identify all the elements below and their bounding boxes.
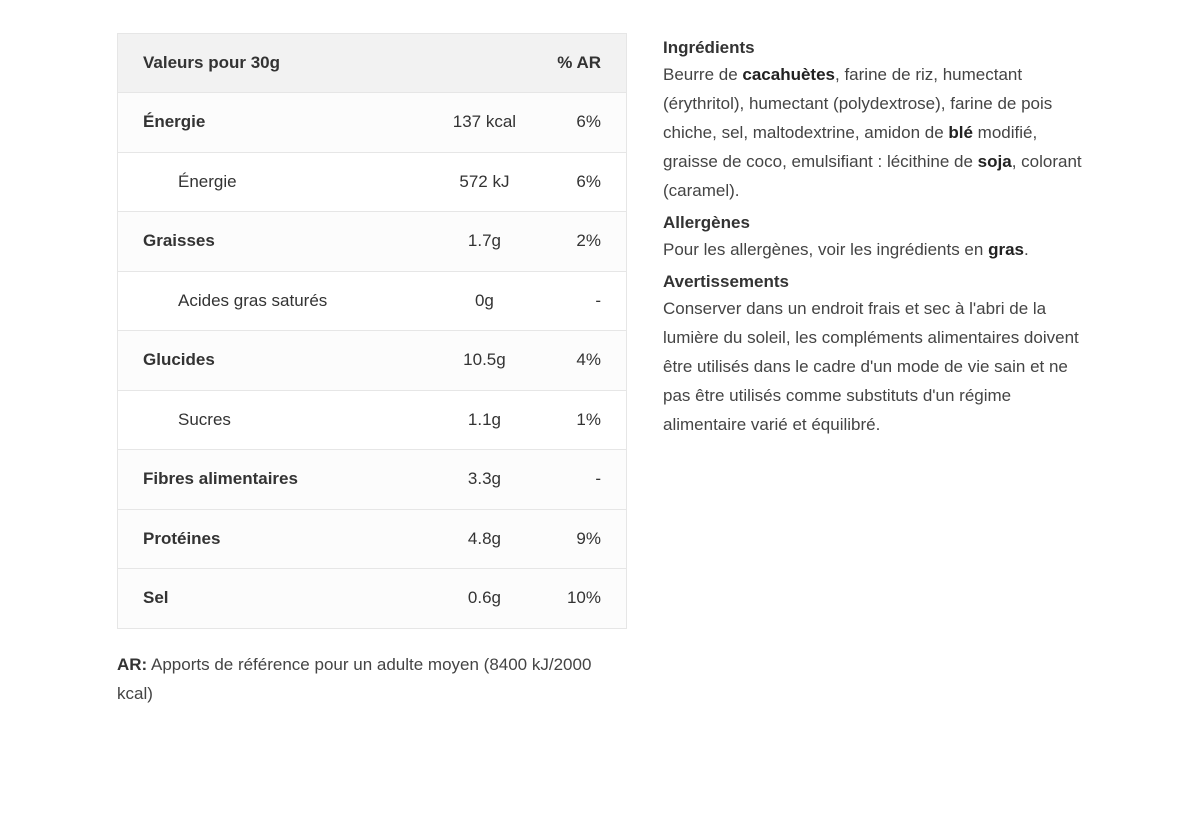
table-row [118,152,627,212]
table-row [118,331,627,391]
allergen-highlight: blé [948,123,973,142]
nutrient-value: 1.1g [467,409,501,429]
ingredients-text-part: , colorant (caramel). [663,152,1082,200]
nutrient-name: Fibres alimentaires [143,469,298,489]
nutrient-pct: 6% [576,171,601,191]
header-values-label: Valeurs pour 30g [143,53,280,72]
header-pct-label: % AR [557,53,601,72]
ingredients-section [663,36,1083,205]
allergens-text-part: . [1024,240,1029,259]
nutrient-pct: 4% [576,350,601,370]
nutrient-pct: 9% [576,528,601,548]
nutrient-value: 10.5g [463,350,506,370]
nutrient-value: 137 kcal [452,112,517,132]
table-row [118,450,627,510]
header-value-col [436,34,534,93]
table-row [118,271,627,331]
allergens-bold-word: gras [988,240,1024,259]
allergens-text [663,235,1083,264]
nutrient-pct: 10% [566,588,601,608]
allergens-title: Allergènes [663,213,750,232]
footnote-text: Apports de référence pour un adulte moyen (8400 kJ/2000 kcal) [117,655,592,703]
nutrient-name: Énergie [143,112,206,132]
nutrient-value: 4.8g [467,528,501,548]
nutrient-name: Graisses [143,231,215,251]
allergen-highlight: cacahuètes [742,65,836,84]
allergen-highlight: soja [977,152,1012,171]
allergens-section [663,211,1083,264]
ingredients-text-part: , farine de riz, humectant (érythritol), humectant (polydextrose), farine de pois chiche, sel, maltodextrine, amidon de [663,65,1053,142]
nutrient-value: 0g [474,290,494,310]
reference-intake-footnote [117,650,597,708]
table-header-row [118,34,627,93]
nutrition-table [117,33,627,629]
nutrient-value: 3.3g [467,469,501,489]
nutrient-pct: 2% [576,231,601,251]
table-row [118,509,627,569]
nutrient-name: Sucres [178,409,231,429]
table-row [118,93,627,153]
nutrient-value: 1.7g [467,231,501,251]
product-info [663,36,1083,445]
nutrient-name: Protéines [143,528,221,548]
footnote-label: AR: [117,655,148,674]
allergens-text-part: Pour les allergènes, voir les ingrédients en [663,240,989,259]
ingredients-title: Ingrédients [663,38,755,57]
nutrient-value: 0.6g [467,588,501,608]
warnings-section [663,270,1083,439]
nutrient-name: Sel [143,588,169,608]
table-row [118,569,627,629]
nutrient-name: Acides gras saturés [178,290,328,310]
nutrient-pct: 6% [576,112,601,132]
warnings-text: Conserver dans un endroit frais et sec à l'abri de la lumière du soleil, les compléments alimentaires doivent être utilisés dans le cadre d'un mode de vie sain et ne pas être utilisés comme substituts d'un régime alimentaire varié et équilibré. [663,299,1079,434]
nutrient-pct: - [595,469,601,489]
table-row [118,212,627,272]
nutrient-pct: 1% [576,409,601,429]
ingredients-text [663,60,1083,205]
nutrient-name: Énergie [178,171,237,191]
nutrient-pct: - [595,290,601,310]
ingredients-text-part: Beurre de [663,65,743,84]
nutrient-name: Glucides [143,350,215,370]
warnings-title: Avertissements [663,272,789,291]
table-row [118,390,627,450]
nutrient-value: 572 kJ [459,171,510,191]
ingredients-text-part: modifié, graisse de coco, emulsifiant : lécithine de [663,123,1038,171]
